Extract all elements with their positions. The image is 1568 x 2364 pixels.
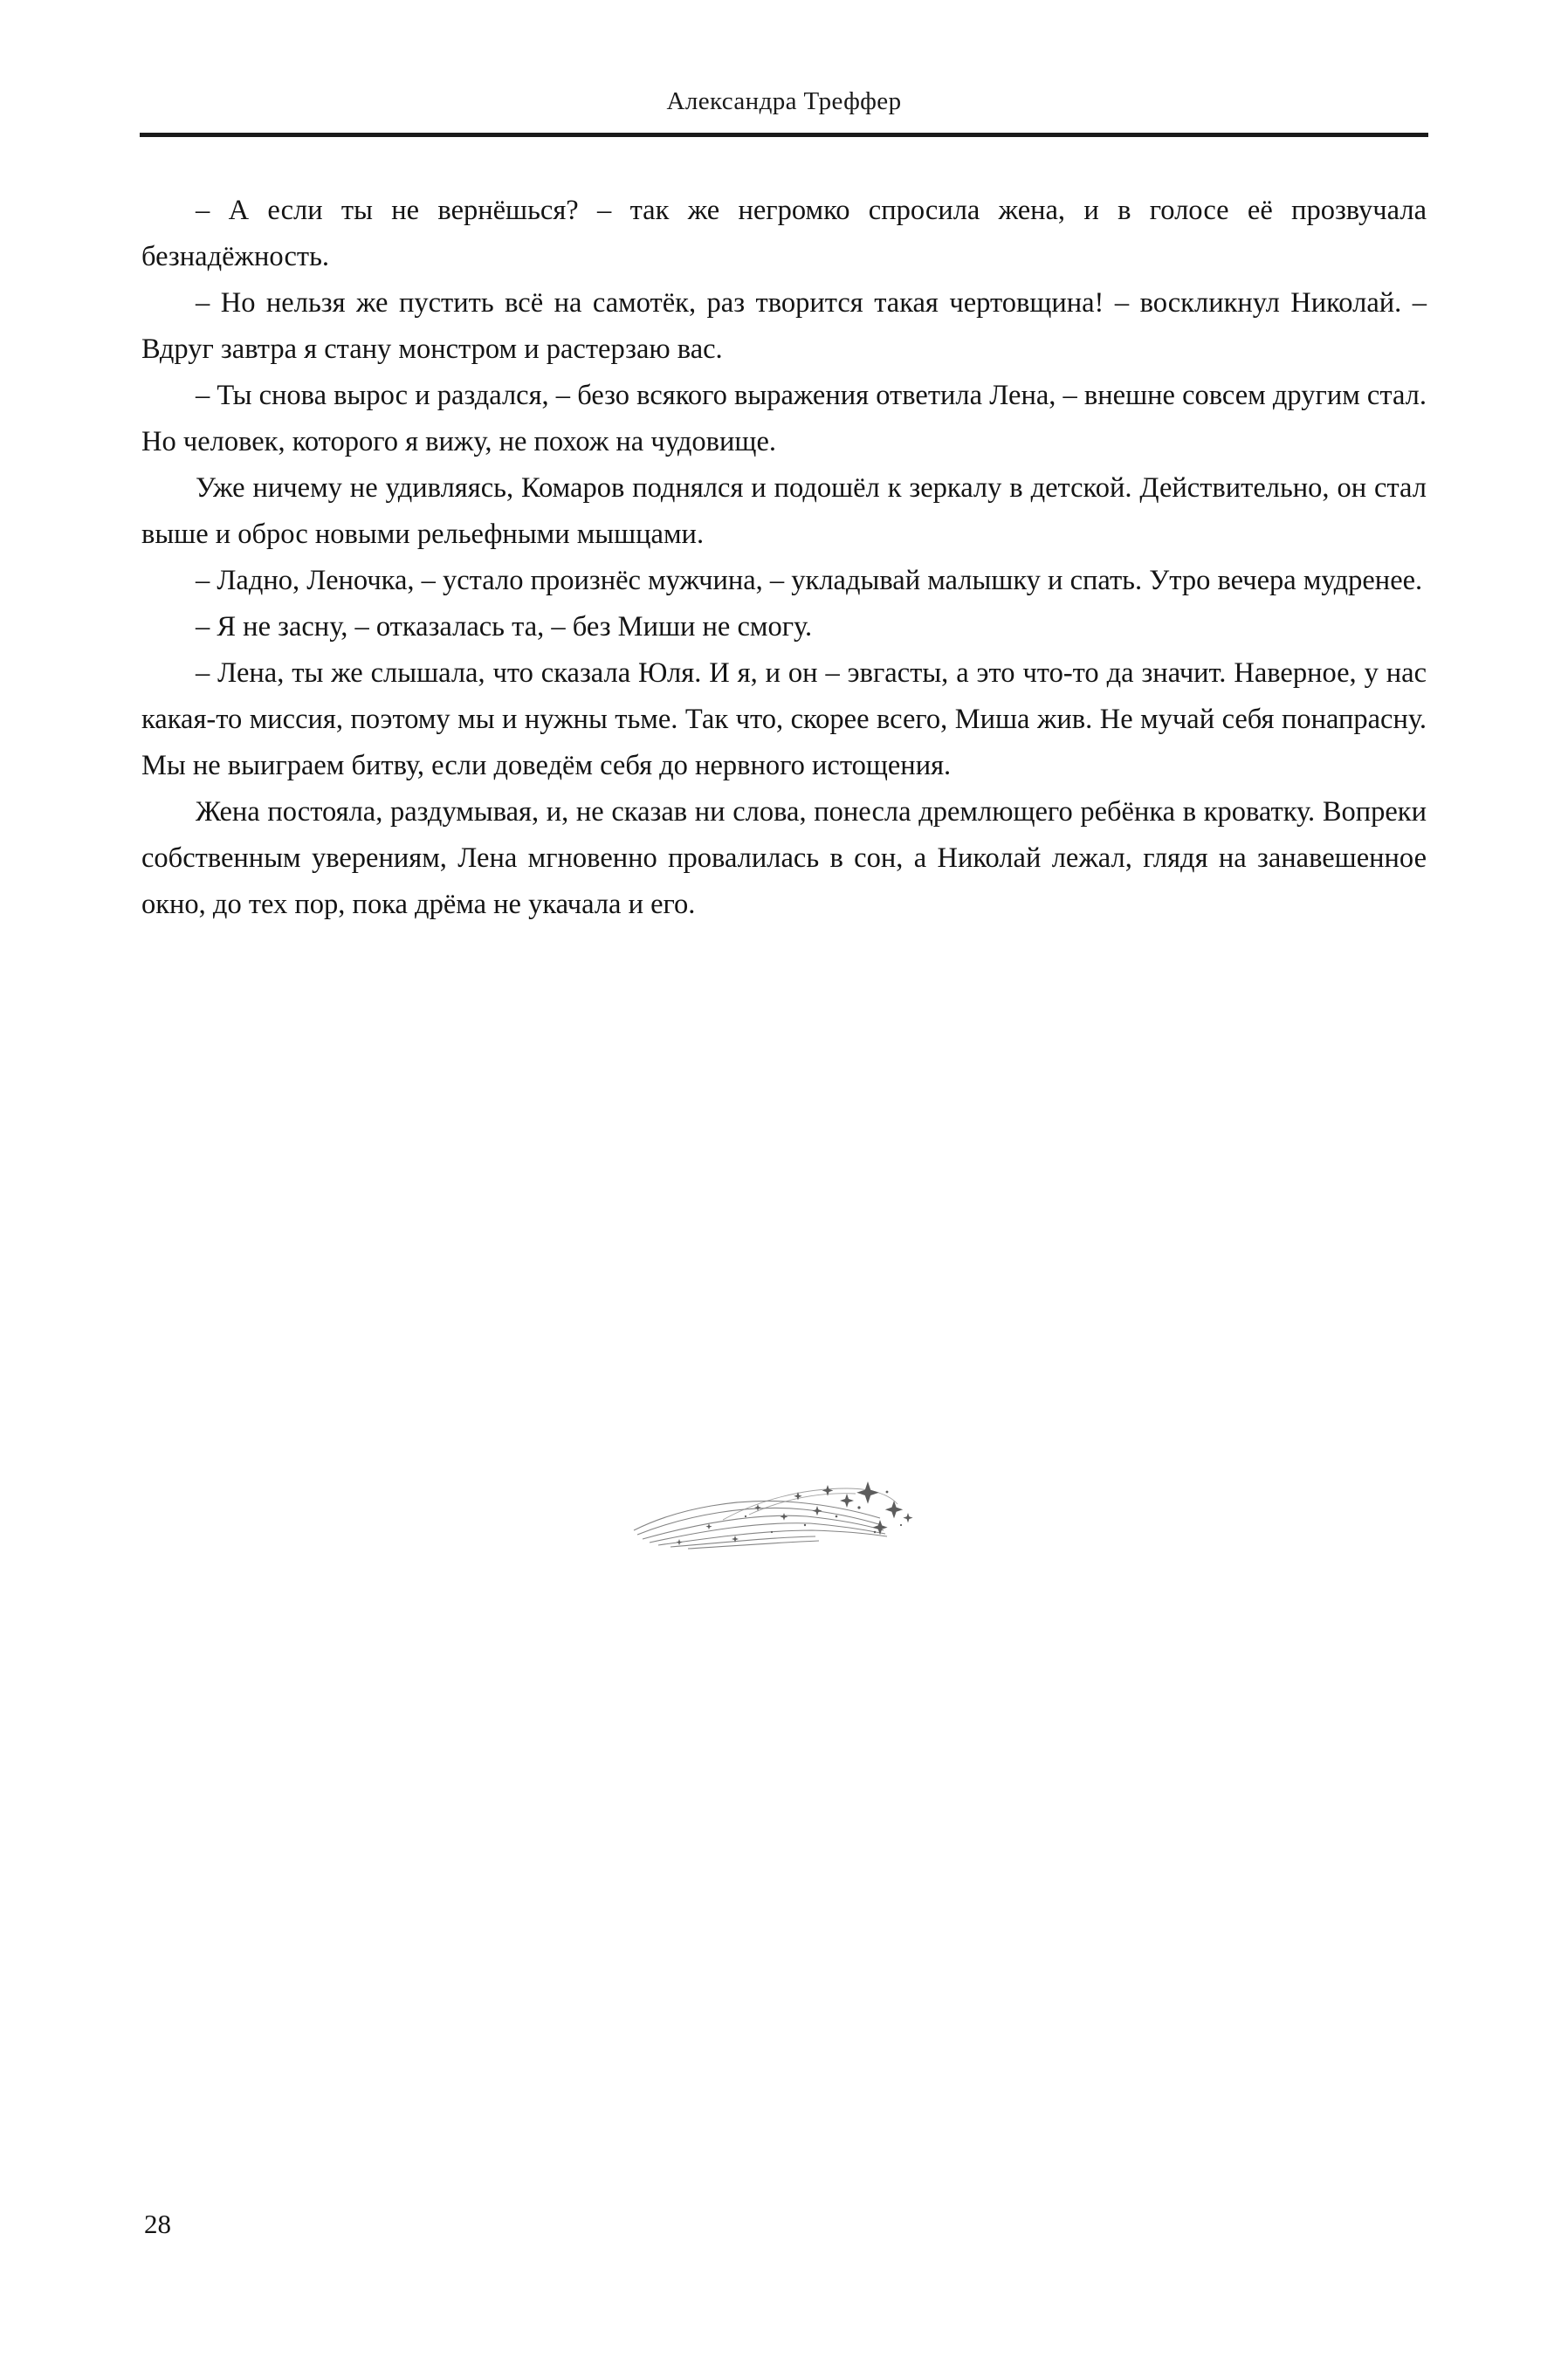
running-head: Александра Треффер bbox=[666, 87, 902, 115]
paragraph: – Но нельзя же пустить всё на самотёк, раз творится такая чертовщина! – воскликнул Николай. – Вдруг завтра я стану монстром и растерзаю вас. bbox=[141, 287, 1427, 365]
sparkle-swirl-ornament bbox=[0, 1445, 1568, 1593]
paragraph: – Ты снова вырос и раздался, – безо всякого выражения ответила Лена, – внешне совсем другим стал. Но человек, которого я вижу, не похож на чудовище. bbox=[141, 380, 1427, 457]
body-text bbox=[141, 188, 1427, 928]
paragraph: Жена постояла, раздумывая, и, не сказав ни слова, понесла дремлющего ребёнка в кроватку. Вопреки собственным уверениям, Лена мгновенно провалилась в сон, а Николай лежал, глядя на занавешенное окно, до тех пор, пока дрёма не укачала и его. bbox=[141, 796, 1427, 920]
paragraph: – А если ты не вернёшься? – так же негромко спросила жена, и в голосе её прозвучала безнадёжность. bbox=[141, 195, 1427, 272]
paragraph: Уже ничему не удивляясь, Комаров поднялся и подошёл к зеркалу в детской. Действительно, он стал выше и оброс новыми рельефными мышцами. bbox=[141, 472, 1427, 550]
paragraph: – Ладно, Леночка, – устало произнёс мужчина, – укладывай малышку и спать. Утро вечера мудренее. bbox=[196, 565, 1423, 596]
header-rule bbox=[140, 133, 1428, 137]
page-number: 28 bbox=[144, 2209, 171, 2239]
paragraph: – Лена, ты же слышала, что сказала Юля. И я, и он – эвгасты, а это что-то да значит. Наверное, у нас какая-то миссия, поэтому мы и нужны тьме. Так что, скорее всего, Миша жив. Не мучай себя понапрасну. Мы не выиграем битву, если доведём себя до нервного истощения. bbox=[141, 657, 1427, 781]
paragraph: – Я не засну, – отказалась та, – без Миши не смогу. bbox=[196, 611, 813, 643]
